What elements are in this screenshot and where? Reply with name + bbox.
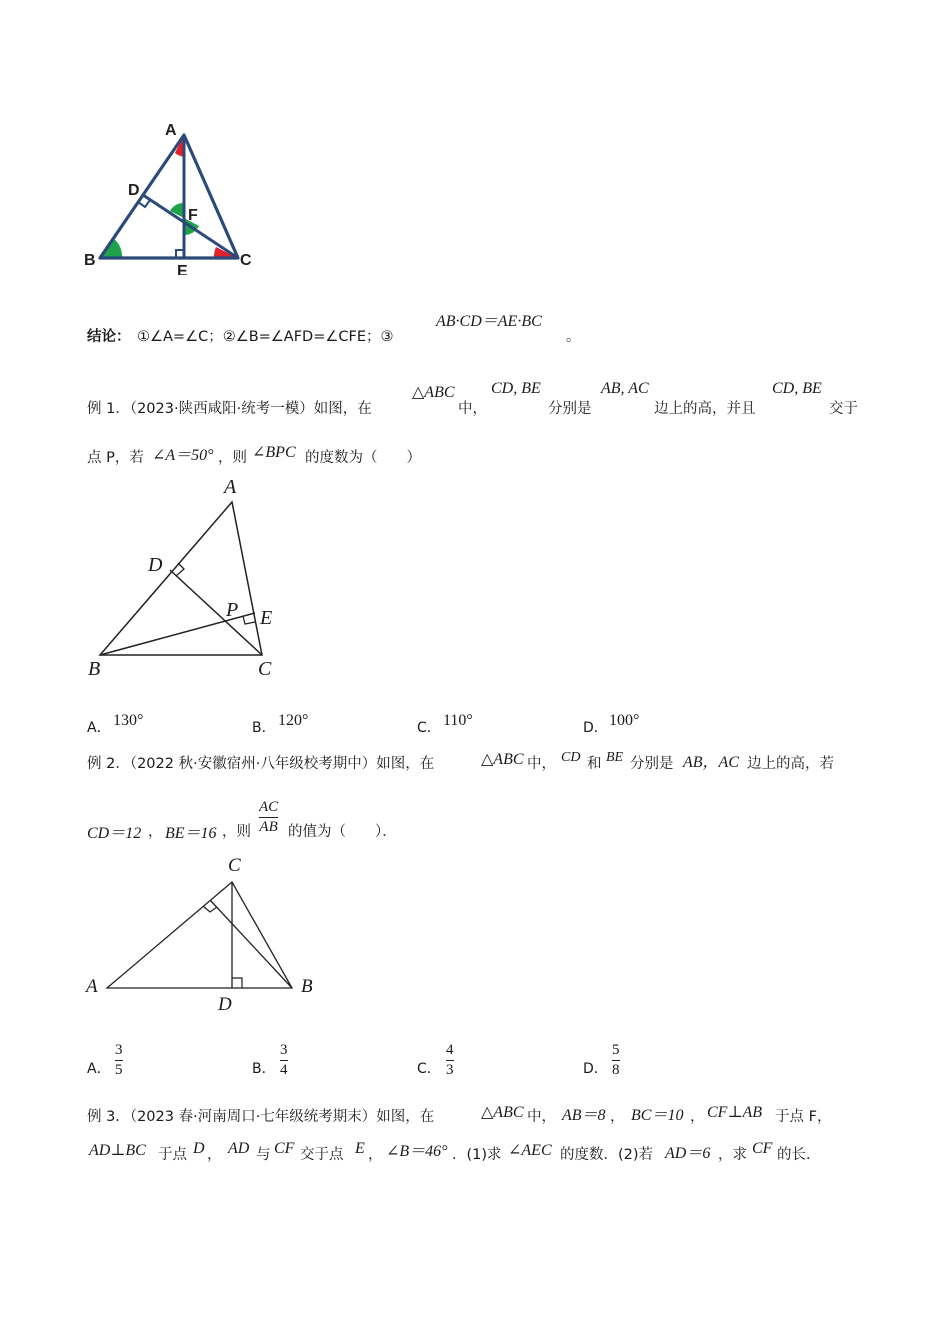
example3-ad-six: AD＝6: [665, 1145, 711, 1162]
example2-option-b-letter: B．: [252, 1061, 276, 1077]
example3-cf: CF: [274, 1140, 295, 1157]
fig1-label-e: E: [177, 263, 188, 275]
example3-prefix: 例 3．（2023 春·河南周口·七年级统考期末）如图，在: [87, 1109, 435, 1125]
example2-be: BE: [606, 750, 624, 765]
example1-option-c-value: 110°: [443, 712, 473, 729]
example2-option-c-fraction: [446, 1042, 454, 1079]
example2-option-d-num: 5: [612, 1042, 620, 1058]
example3-q2: ，求: [718, 1147, 747, 1163]
example2-then: ，则: [222, 824, 251, 840]
example3-q1: ．(1)求: [452, 1147, 502, 1163]
figure-example1: [80, 475, 310, 685]
fig1-label-a: A: [165, 122, 177, 139]
conclusion-label: 结论：: [87, 329, 131, 345]
example3-sep2: ，: [690, 1109, 705, 1125]
example2-mid2: 分别是: [630, 756, 674, 772]
example1-ab-ac: AB, AC: [601, 380, 649, 397]
example2-option-b-num: 3: [280, 1042, 288, 1058]
example3-sep3: ，: [207, 1147, 222, 1163]
example2-right-angle-d: [232, 978, 242, 988]
example1-right-angle-e: [243, 616, 255, 624]
example2-triangle: △ABC: [481, 751, 524, 768]
example1-fig-label-e: E: [260, 607, 273, 629]
example2-altitude-be: [210, 900, 292, 988]
example2-mid3: 边上的高，若: [747, 756, 834, 772]
example3-sep1: ，: [610, 1109, 625, 1125]
example3-ad: AD: [228, 1140, 250, 1157]
example2-option-a-den: 5: [115, 1062, 123, 1078]
example3-e: E: [355, 1140, 365, 1157]
example2-mid1: 中，: [527, 756, 556, 772]
example1-line2-a: 点 P，若: [87, 450, 144, 466]
example1-mid3: 边上的高，并且: [654, 401, 756, 417]
example2-ab-ac: AB，AC: [683, 754, 739, 771]
example2-option-a-bar: [115, 1060, 123, 1061]
fig1-label-c: C: [240, 252, 252, 269]
example2-option-b-fraction: [280, 1042, 288, 1079]
example2-option-d-bar: [612, 1060, 620, 1061]
fig1-label-f: F: [188, 207, 198, 224]
fig1-label-d: D: [128, 182, 140, 199]
example1-option-d-value: 100°: [609, 712, 640, 729]
example2-option-d-fraction: [612, 1042, 620, 1079]
example2-option-b-den: 4: [280, 1062, 288, 1078]
example1-fig-label-d: D: [148, 554, 163, 576]
example1-fig-label-c: C: [258, 658, 272, 680]
example2-fig-label-d: D: [218, 994, 232, 1015]
example2-option-a-num: 3: [115, 1042, 123, 1058]
example3-foot-f: 于点 F，: [775, 1109, 832, 1125]
example2-option-a-letter: A．: [87, 1061, 111, 1077]
example2-cd: CD: [561, 750, 581, 765]
conclusion-text: ①∠A=∠C；②∠B=∠AFD=∠CFE；③: [137, 329, 394, 345]
example1-angle-a: ∠A＝50°: [152, 447, 214, 464]
example2-option-c-num: 4: [446, 1042, 454, 1058]
example2-fig-label-c: C: [228, 855, 241, 876]
example1-option-b-value: 120°: [278, 712, 309, 729]
example3-ad-perp: AD⊥BC: [89, 1142, 146, 1159]
figure-example2: [80, 855, 320, 1015]
example3-angle-aec: ∠AEC: [508, 1142, 552, 1159]
conclusion-formula: AB·CD＝AE·BC: [436, 313, 542, 330]
example2-fraction-denominator: AB: [259, 819, 278, 835]
example3-angle-b: ∠B＝46°: [386, 1143, 448, 1160]
fig1-label-b: B: [84, 252, 96, 269]
triangle-outline: [100, 135, 238, 258]
example3-ab: AB＝8: [562, 1107, 606, 1124]
example1-angle-bpc: ∠BPC: [252, 444, 296, 461]
example2-option-b-bar: [280, 1060, 288, 1061]
example2-option-d-letter: D．: [583, 1061, 608, 1077]
example2-triangle-outline: [107, 882, 292, 988]
example2-fraction-ac-ab: [259, 799, 278, 836]
example3-foot-d: 于点: [158, 1147, 187, 1163]
example1-prefix: 例 1．（2023·陕西咸阳·统考一模）如图，在: [87, 401, 372, 417]
example3-q2b: 的长．: [777, 1147, 821, 1163]
example3-q1b: 的度数．(2)若: [560, 1147, 654, 1163]
example1-line2-c: 的度数为（ ）: [305, 450, 421, 466]
example2-tail: 的值为（ ）．: [288, 824, 397, 840]
example2-option-c-letter: C．: [417, 1061, 441, 1077]
example3-sep4: ，: [368, 1147, 383, 1163]
example2-fraction-numerator: AC: [259, 799, 279, 815]
example3-with: 与: [256, 1147, 271, 1163]
example3-d: D: [193, 1140, 205, 1157]
example2-option-c-den: 3: [446, 1062, 454, 1078]
example1-fig-label-a: A: [224, 476, 237, 498]
example3-cf-perp: CF⊥AB: [707, 1104, 763, 1121]
example3-mid1: 中，: [527, 1109, 556, 1125]
conclusion-end: 。: [566, 329, 581, 345]
example1-triangle: △ABC: [412, 384, 455, 401]
example2-cd-value: CD＝12: [87, 825, 142, 842]
example1-option-a-value: 130°: [113, 712, 144, 729]
example1-fig-label-p: P: [226, 599, 239, 621]
example1-fig-label-b: B: [88, 658, 101, 680]
example3-bc: BC＝10: [631, 1107, 684, 1124]
example1-cd-be: CD, BE: [491, 380, 541, 397]
example2-fraction-bar: [259, 817, 278, 818]
example2-and: 和: [587, 756, 602, 772]
example1-option-d-letter: D．: [583, 720, 608, 736]
example2-option-d-den: 8: [612, 1062, 620, 1078]
example2-right-angle-e: [203, 906, 217, 912]
example1-option-c-letter: C．: [417, 720, 441, 736]
example2-option-c-bar: [446, 1060, 454, 1061]
example2-option-a-fraction: [115, 1042, 123, 1079]
example2-be-value: BE＝16: [165, 825, 217, 842]
example1-mid2: 分别是: [548, 401, 592, 417]
example2-prefix: 例 2．（2022 秋·安徽宿州·八年级校考期中）如图，在: [87, 756, 435, 772]
figure-triangle-abc-altitudes: [70, 115, 270, 275]
example3-cf-length: CF: [752, 1140, 773, 1157]
example3-triangle: △ABC: [481, 1104, 524, 1121]
example1-mid4: 交于: [829, 401, 858, 417]
example1-cd-be-2: CD, BE: [772, 380, 822, 397]
example2-comma: ，: [148, 824, 163, 840]
example2-fig-label-b: B: [301, 976, 313, 997]
example1-option-b-letter: B．: [252, 720, 276, 736]
example2-fig-label-a: A: [86, 976, 98, 997]
example1-option-a-letter: A．: [87, 720, 111, 736]
example3-meet: 交于点: [300, 1147, 344, 1163]
example1-mid1: 中，: [458, 401, 487, 417]
example1-line2-b: ，则: [218, 450, 247, 466]
